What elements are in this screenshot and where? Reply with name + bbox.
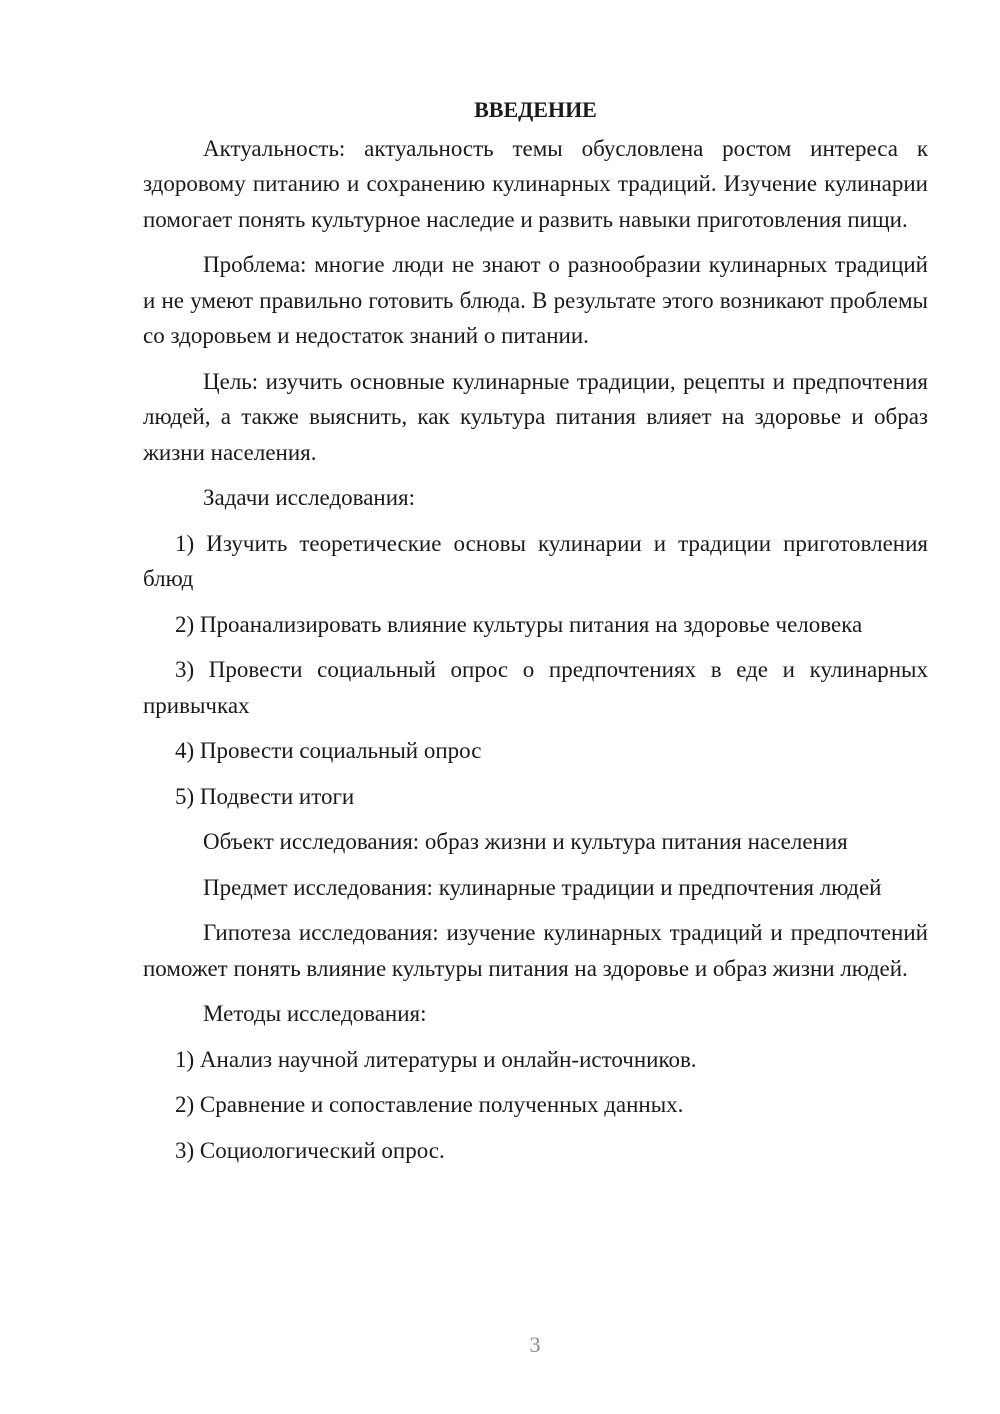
task-item: 3) Провести социальный опрос о предпочтениях в еде и кулинарных привычках xyxy=(143,657,928,718)
relevance-paragraph: Актуальность: актуальность темы обусловлена ростом интереса к здоровому питанию и сохранению кулинарных традиций. Изучение кулинарии помогает понять культурное наследие и развить навыки приготовления пищи. xyxy=(143,135,928,232)
method-item: 1) Анализ научной литературы и онлайн-источников. xyxy=(175,1046,697,1072)
hypothesis-paragraph: Гипотеза исследования: изучение кулинарных традиций и предпочтений поможет понять влияние культуры питания на здоровье и образ жизни людей. xyxy=(143,920,928,981)
document-page xyxy=(143,92,928,1178)
object-paragraph: Объект исследования: образ жизни и культура питания населения xyxy=(203,829,848,854)
task-item: 2) Проанализировать влияние культуры питания на здоровье человека xyxy=(175,611,863,637)
goal-paragraph: Цель: изучить основные кулинарные традиции, рецепты и предпочтения людей, а также выяснить, как культура питания влияет на здоровье и образ жизни населения. xyxy=(143,368,928,465)
page-number: 3 xyxy=(529,1332,541,1357)
task-item: 1) Изучить теоретические основы кулинарии и традиции приготовления блюд xyxy=(143,530,928,591)
task-item: 5) Подвести итоги xyxy=(175,783,355,809)
methods-heading: Методы исследования: xyxy=(203,1001,427,1026)
method-item: 2) Сравнение и сопоставление полученных данных. xyxy=(175,1092,684,1117)
section-title: ВВЕДЕНИЕ xyxy=(474,97,597,122)
subject-paragraph: Предмет исследования: кулинарные традиции и предпочтения людей xyxy=(203,874,882,900)
problem-paragraph: Проблема: многие люди не знают о разнообразии кулинарных традиций и не умеют правильно готовить блюда. В результате этого возникают проблемы со здоровьем и недостаток знаний о питании. xyxy=(143,252,928,348)
task-item: 4) Провести социальный опрос xyxy=(175,738,482,763)
method-item: 3) Социологический опрос. xyxy=(175,1137,445,1163)
tasks-heading: Задачи исследования: xyxy=(203,485,416,510)
